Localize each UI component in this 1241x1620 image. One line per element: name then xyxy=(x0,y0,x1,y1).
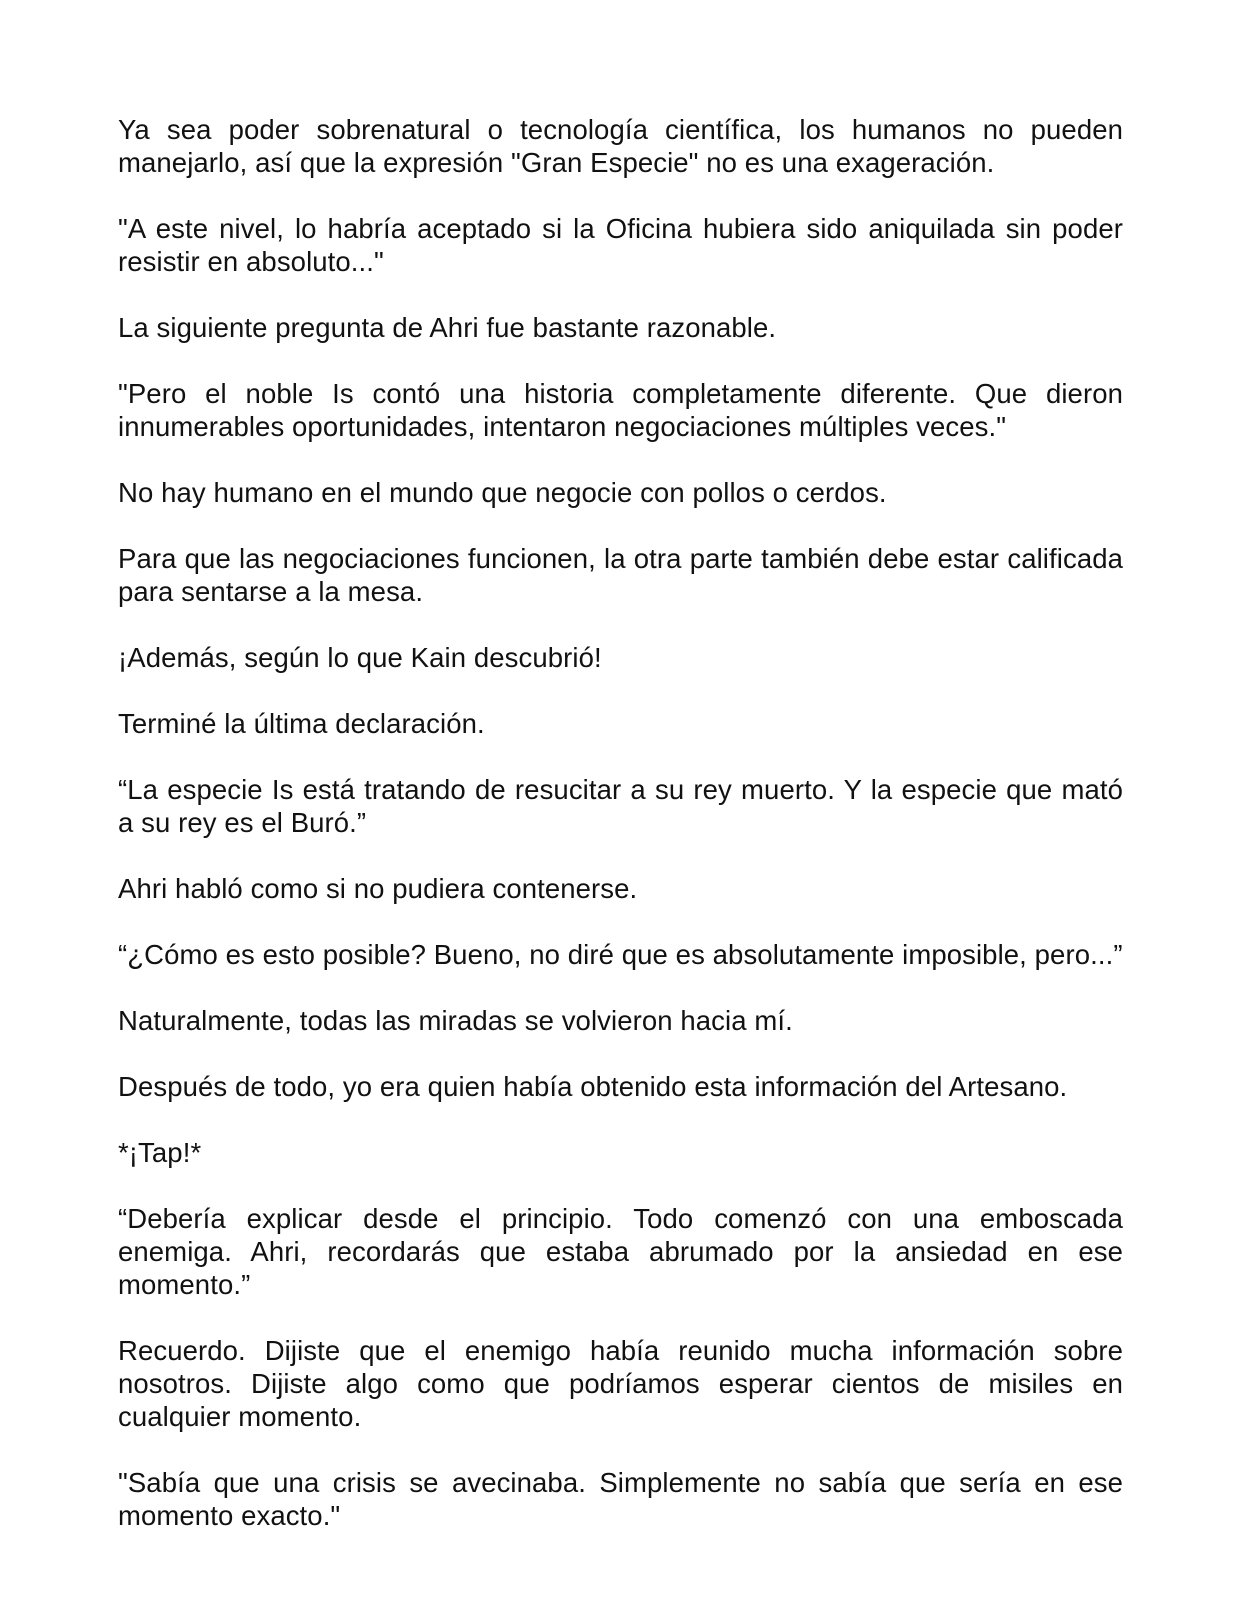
paragraph-1: Ya sea poder sobrenatural o tecnología científica, los humanos no pueden manejarlo, así que la expresión "Gran Especie" no es una exageración. xyxy=(118,114,1123,178)
paragraph-7: ¡Además, según lo que Kain descubrió! xyxy=(118,642,602,673)
paragraph-17: "Sabía que una crisis se avecinaba. Simplemente no sabía que sería en ese momento exacto." xyxy=(118,1467,1123,1531)
paragraph-15: “Debería explicar desde el principio. Todo comenzó con una emboscada enemiga. Ahri, recordarás que estaba abrumado por la ansiedad en ese momento.” xyxy=(118,1203,1123,1300)
paragraph-16: Recuerdo. Dijiste que el enemigo había reunido mucha información sobre nosotros. Dijiste algo como que podríamos esperar cientos de misiles en cualquier momento. xyxy=(118,1335,1123,1432)
paragraph-6: Para que las negociaciones funcionen, la otra parte también debe estar calificada para sentarse a la mesa. xyxy=(118,543,1123,607)
paragraph-10: Ahri habló como si no pudiera contenerse. xyxy=(118,873,638,904)
paragraph-5: No hay humano en el mundo que negocie con pollos o cerdos. xyxy=(118,477,887,508)
paragraph-9: “La especie Is está tratando de resucitar a su rey muerto. Y la especie que mató a su rey es el Buró.” xyxy=(118,774,1123,838)
document-body xyxy=(118,113,1123,1565)
paragraph-13: Después de todo, yo era quien había obtenido esta información del Artesano. xyxy=(118,1071,1068,1102)
paragraph-8: Terminé la última declaración. xyxy=(118,708,485,739)
paragraph-11: “¿Cómo es esto posible? Bueno, no diré que es absolutamente imposible, pero...” xyxy=(118,939,1123,970)
paragraph-12: Naturalmente, todas las miradas se volvieron hacia mí. xyxy=(118,1005,793,1036)
paragraph-2: "A este nivel, lo habría aceptado si la Oficina hubiera sido aniquilada sin poder resistir en absoluto..." xyxy=(118,213,1123,277)
paragraph-14: *¡Tap!* xyxy=(118,1137,202,1168)
paragraph-4: "Pero el noble Is contó una historia completamente diferente. Que dieron innumerables oportunidades, intentaron negociaciones múltiples veces." xyxy=(118,378,1123,442)
paragraph-3: La siguiente pregunta de Ahri fue bastante razonable. xyxy=(118,312,777,343)
